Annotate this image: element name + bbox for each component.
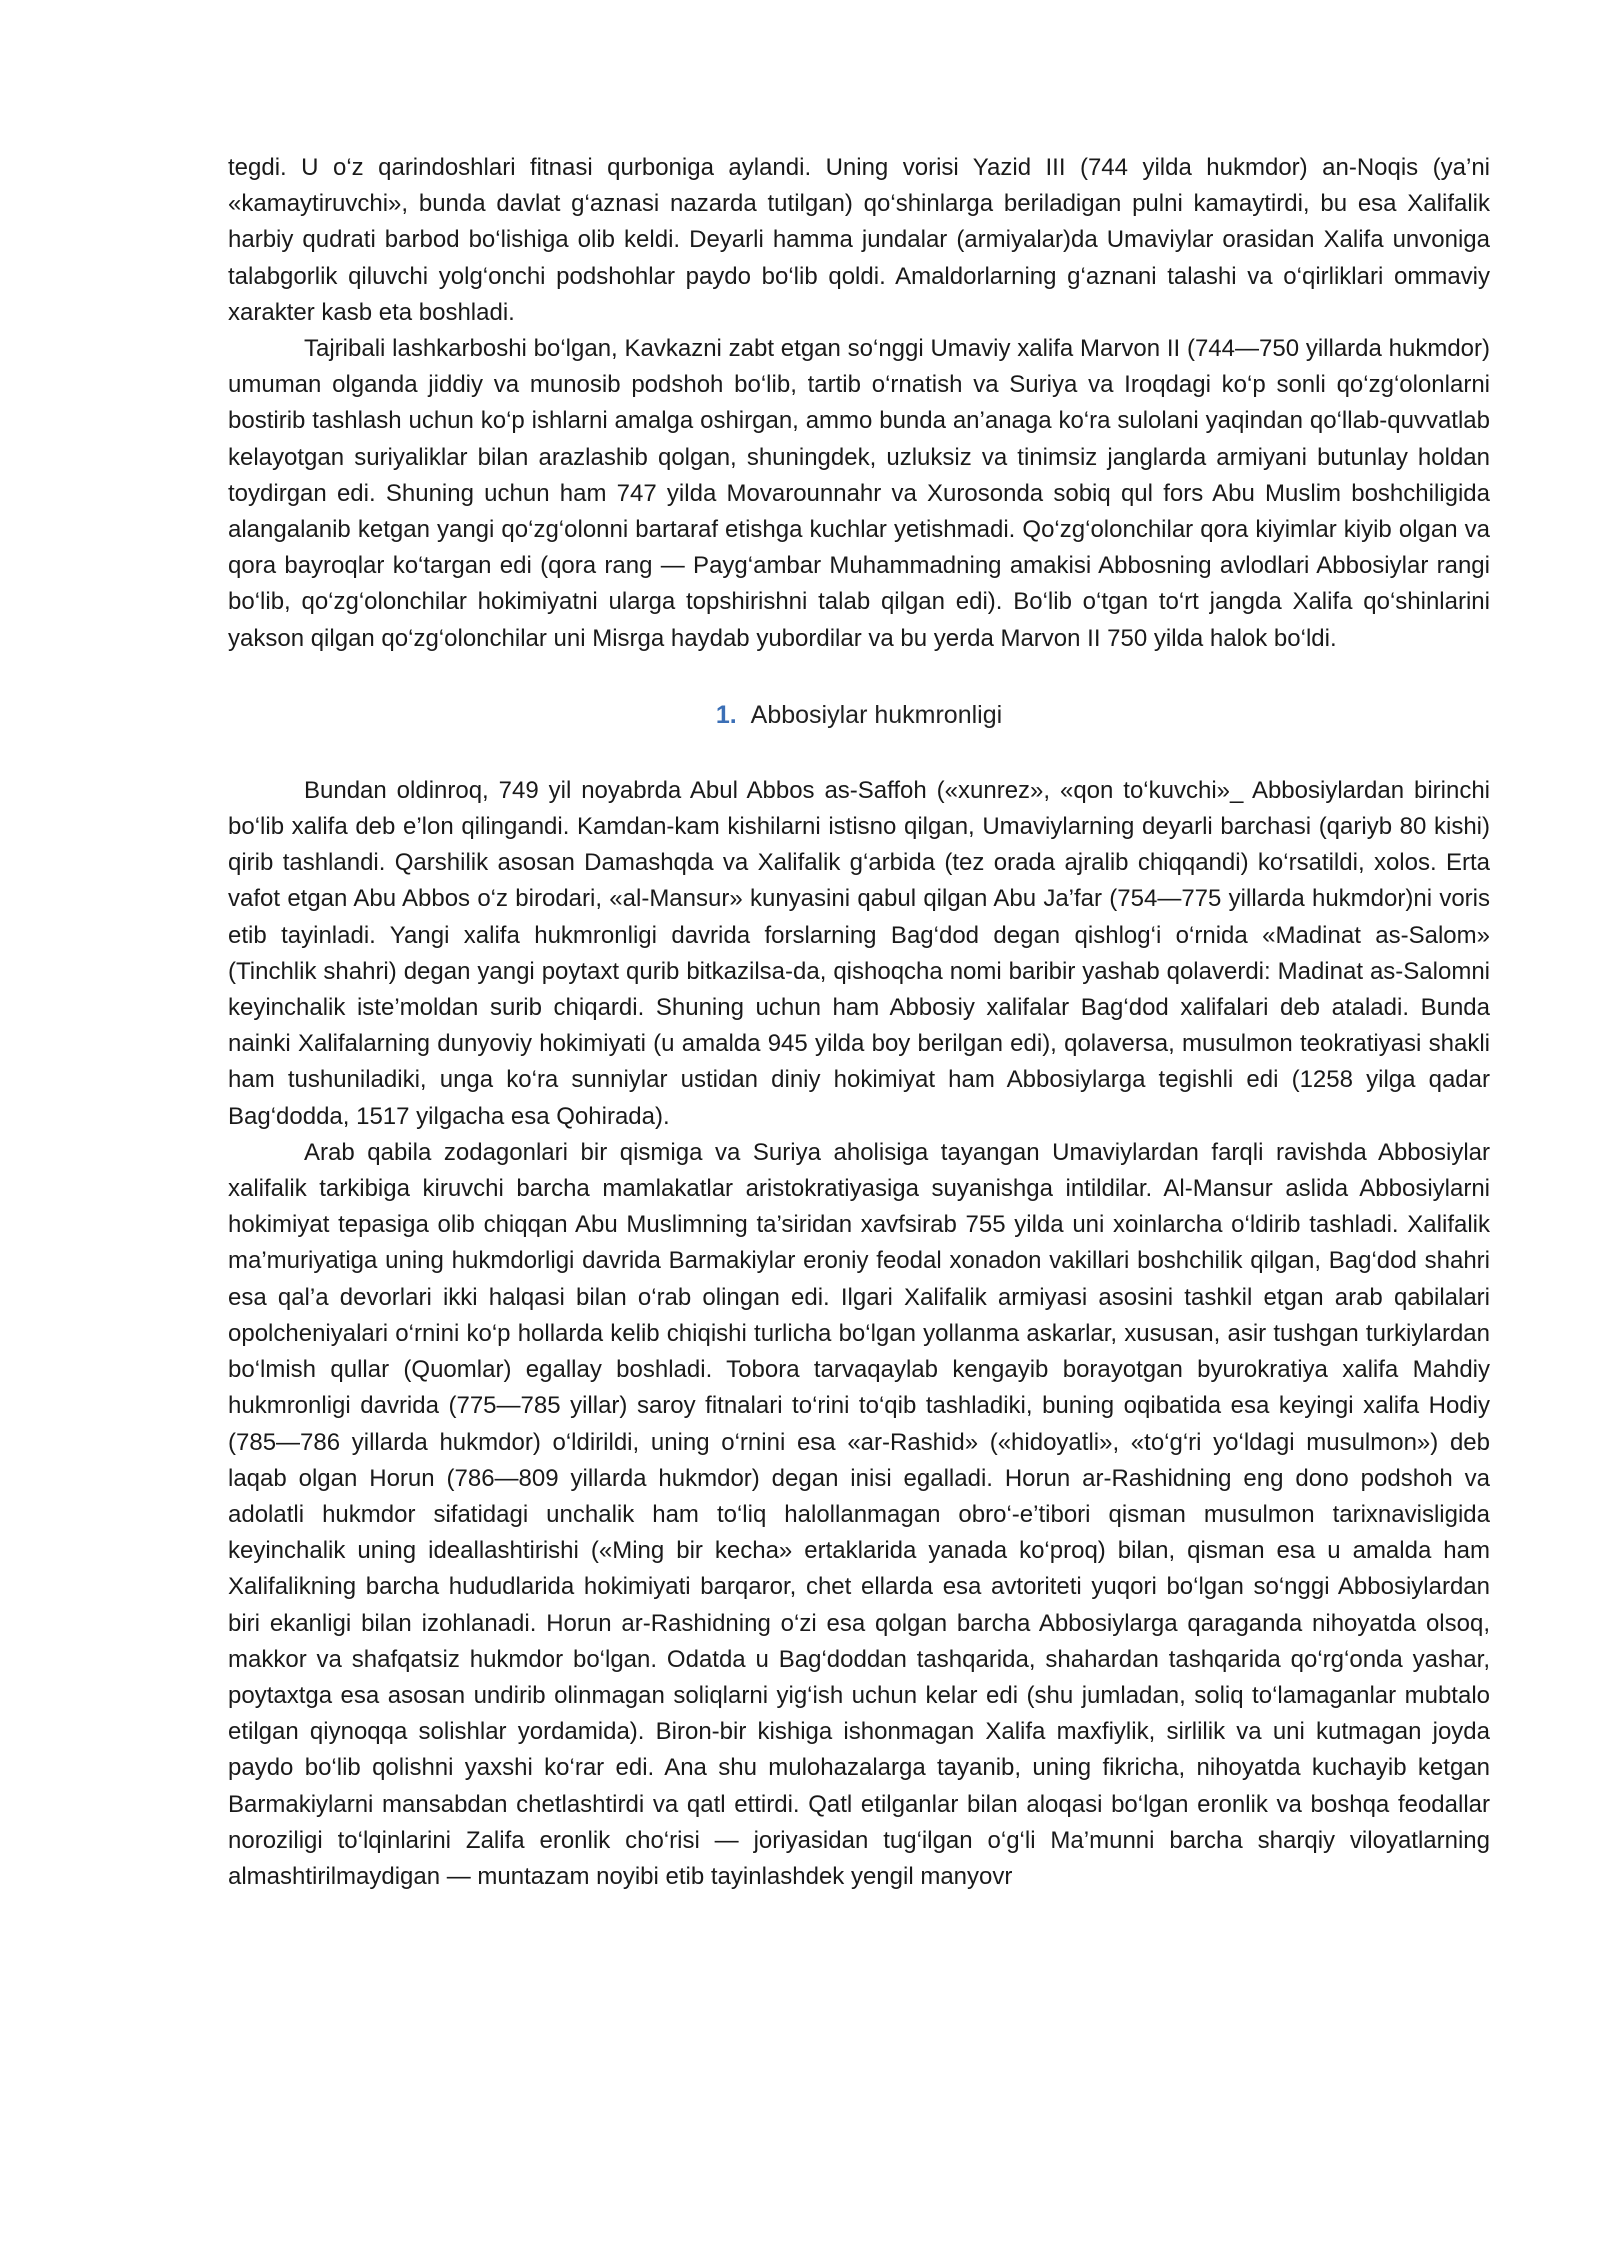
paragraph-continuation: tegdi. U o‘z qarindoshlari fitnasi qurboniga aylandi. Uning vorisi Yazid III (744 yilda hukmdor) an-Noqis (ya’ni «kamaytiruvchi», bunda davlat g‘aznasi nazarda tutilgan) qo‘shinlarga beriladigan pulni kamaytirdi, bu esa Xalifalik harbiy qudrati barbod bo‘lishiga olib keldi. Deyarli hamma jundalar (armiyalar)da Umaviylar orasidan Xalifa unvoniga talabgorlik qiluvchi yolg‘onchi podshohlar paydo bo‘lib qoldi. Amaldorlarning g‘aznani talashi va o‘qirliklari ommaviy xarakter kasb eta boshladi. [228,154,1490,326]
paragraph-abul-abbos: Bundan oldinroq, 749 yil noyabrda Abul Abbos as-Saffoh («xunrez», «qon to‘kuvchi»_ Abbosiylardan birinchi bo‘lib xalifa deb e’lon qilingandi. Kamdan-kam kishilarni istisno qilgan, Umaviylarning deyarli barchasi (qariyb 80 kishi) qirib tashlandi. Qarshilik asosan Damashqda va Xalifalik g‘arbida (tez orada ajralib chiqqandi) ko‘rsatildi, xolos. Erta vafot etgan Abu Abbos o‘z birodari, «al-Mansur» kunyasini qabul qilgan Abu Ja’far (754—775 yillarda hukmdor)ni voris etib tayinladi. Yangi xalifa hukmronligi davrida forslarning Bag‘dod degan qishlog‘i o‘rnida «Madinat as-Salom» (Tinchlik shahri) degan yangi poytaxt qurib bitkazilsa-da, qishoqcha nomi baribir yashab qolaverdi: Madinat as-Salomni keyinchalik iste’moldan surib chiqardi. Shuning uchun ham Abbosiy xalifalar Bag‘dod xalifalari deb ataladi. Bunda nainki Xalifalarning dunyoviy hokimiyati (u amalda 945 yilda boy berilgan edi), qolaversa, musulmon teokratiyasi shakli ham tushuniladiki, unga ko‘ra sunniylar ustidan diniy hokimiyat ham Abbosiylarga tegishli edi (1258 yilga qadar Bag‘dodda, 1517 yilgacha esa Qohirada). [228,776,1490,1130]
document-page [228,150,1490,1895]
paragraph-marvon-ii: Tajribali lashkarboshi bo‘lgan, Kavkazni zabt etgan so‘nggi Umaviy xalifa Marvon II (744—750 yillarda hukmdor) umuman olganda jiddiy va munosib podshoh bo‘lib, tartib o‘rnatish va Suriya va Iroqdagi ko‘p sonli qo‘zg‘olonlarni bostirib tashlash uchun ko‘p ishlarni amalga oshirgan, ammo bunda an’anaga ko‘ra sulolani yaqindan qo‘llab-quvvatlab kelayotgan suriyaliklar bilan arazlashib qolgan, shuningdek, uzluksiz va tinimsiz janglarda armiyani butunlay holdan toydirgan edi. Shuning uchun ham 747 yilda Movarounnahr va Xurosonda sobiq qul fors Abu Muslim boshchiligida alangalanib ketgan yangi qo‘zg‘olonni bartaraf etishga kuchlar yetishmadi. Qo‘zg‘olonchilar qora kiyimlar kiyib olgan va qora bayroqlar ko‘targan edi (qora rang — Payg‘ambar Muhammadning amakisi Abbosning avlodlari Abbosiylar rangi bo‘lib, qo‘zg‘olonchilar hokimiyatni ularga topshirishni talab qilgan edi). Bo‘lib o‘tgan to‘rt jangda Xalifa qo‘shinlarini yakson qilgan qo‘zg‘olonchilar uni Misrga haydab yubordilar va bu yerda Marvon II 750 yilda halok bo‘ldi. [228,335,1490,652]
paragraph-abbasid-rule: Arab qabila zodagonlari bir qismiga va Suriya aholisiga tayangan Umaviylardan farqli ravishda Abbosiylar xalifalik tarkibiga kiruvchi barcha mamlakatlar aristokratiyasiga suyanishga intildilar. Al-Mansur aslida Abbosiylarni hokimiyat tepasiga olib chiqqan Abu Muslimning ta’siridan xavfsirab 755 yilda uni xoinlarcha o‘ldirib tashladi. Xalifalik ma’muriyatiga uning hukmdorligi davrida Barmakiylar eroniy feodal xonadon vakillari boshchilik qilgan, Bag‘dod shahri esa qal’a devorlari ikki halqasi bilan o‘rab olingan edi. Ilgari Xalifalik armiyasi asosini tashkil etgan arab qabilalari opolcheniyalari o‘rnini ko‘p hollarda kelib chiqishi turlicha bo‘lgan yollanma askarlar, xususan, asir tushgan turkiylardan bo‘lmish qullar (Quomlar) egallay boshladi. Tobora tarvaqaylab kengayib borayotgan byurokratiya xalifa Mahdiy hukmronligi davrida (775—785 yillar) saroy fitnalari to‘rini to‘qib tashladiki, buning oqibatida esa keyingi xalifa Hodiy (785—786 yillarda hukmdor) o‘ldirildi, uning o‘rnini esa «ar-Rashid» («hidoyatli», «to‘g‘ri yo‘ldagi musulmon») deb laqab olgan Horun (786—809 yillarda hukmdor) degan inisi egalladi. Horun ar-Rashidning eng dono podshoh va adolatli hukmdor sifatidagi unchalik ham to‘liq halollanmagan obro‘-e’tibori qisman musulmon tarixnavisligida keyinchalik uning ideallashtirishi («Ming bir kecha» ertaklarida yanada ko‘proq) bilan, qisman esa u amalda ham Xalifalikning barcha hududlarida hokimiyati barqaror, chet ellarda esa avtoriteti yuqori bo‘lgan so‘nggi Abbosiylardan biri ekanligi bilan izohlanadi. Horun ar-Rashidning o‘zi esa qolgan barcha Abbosiylarga qaraganda nihoyatda olsoq, makkor va shafqatsiz hukmdor bo‘lgan. Odatda u Bag‘doddan tashqarida, shahardan tashqarida qo‘rg‘onda yashar, poytaxtga esa asosan undirib olinmagan soliqlarni yig‘ish uchun kelar edi (shu jumladan, soliq to‘lamaganlar mubtalo etilgan qiynoqqa solishlar yordamida). Biron-bir kishiga ishonmagan Xalifa maxfiylik, sirlilik va uni kutmagan joyda paydo bo‘lib qolishni yaxshi ko‘rar edi. Ana shu mulohazalarga tayanib, uning fikricha, nihoyatda kuchayib ketgan Barmakiylarni mansabdan chetlashtirdi va qatl ettirdi. Qatl etilganlar bilan aloqasi bo‘lgan eronlik va boshqa feodallar noroziligi to‘lqinlarini Zalifa eronlik cho‘risi — joriyasidan tug‘ilgan o‘g‘li Ma’munni barcha sharqiy viloyatlarning almashtirilmaydigan — muntazam noyibi etib tayinlashdek yengil manyovr [228,1138,1490,1890]
section-number: 1. [715,700,737,729]
section-heading [228,697,1490,733]
section-title: Abbosiylar hukmronligi [750,700,1003,729]
